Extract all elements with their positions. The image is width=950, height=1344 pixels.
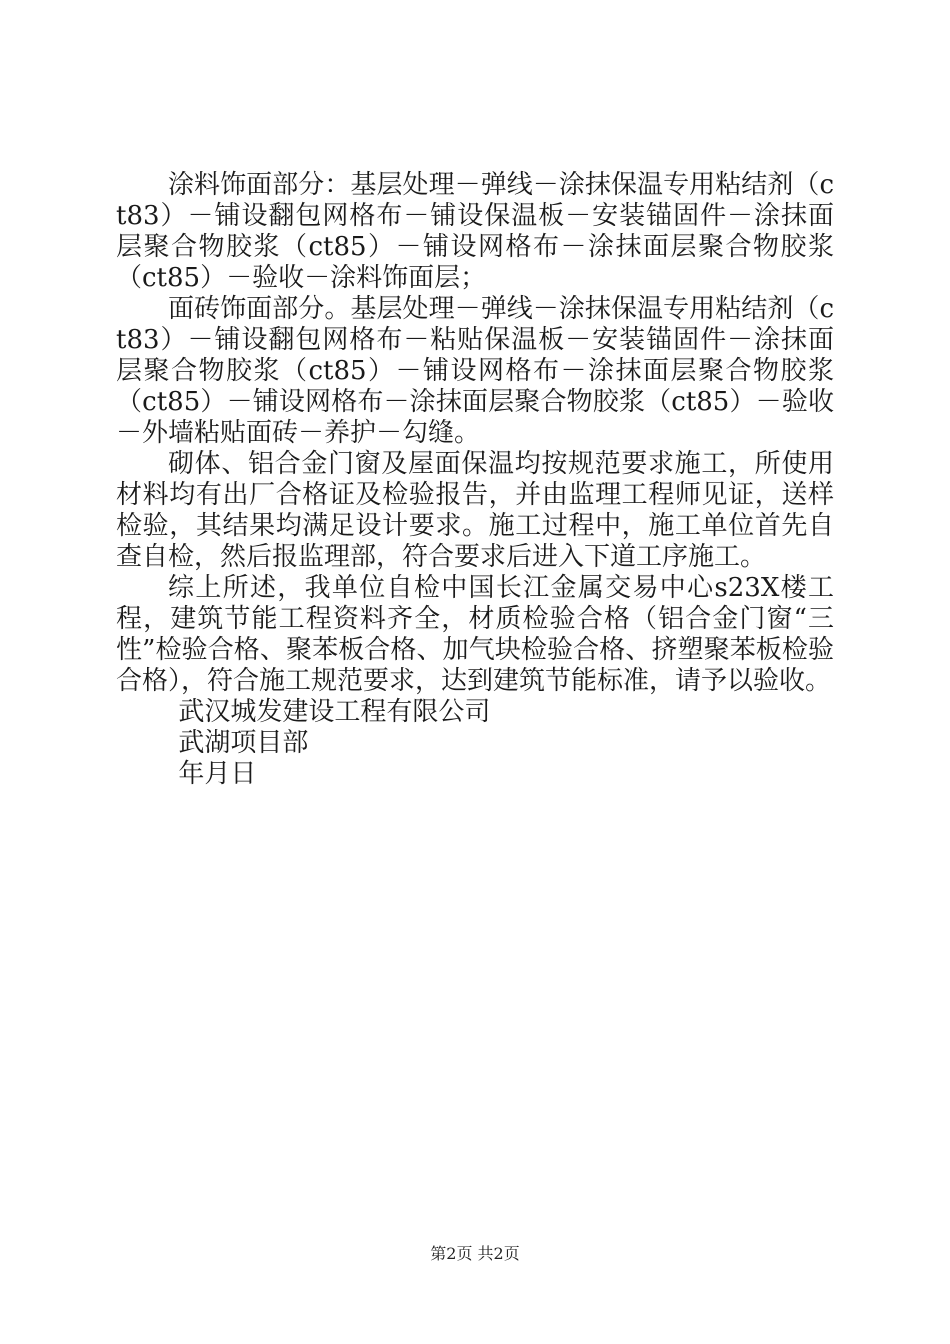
paragraph-masonry-windows: 砌体、铝合金门窗及屋面保温均按规范要求施工，所使用材料均有出厂合格证及检验报告，并由监理工程师见证，送样检验，其结果均满足设计要求。施工过程中，施工单位首先自查自检，然后报监理部，符合要求后进入下道工序施工。 xyxy=(116,449,834,572)
signature-company: 武汉城发建设工程有限公司 xyxy=(178,697,491,727)
paragraph-coating-finish: 涂料饰面部分：基层处理－弹线－涂抹保温专用粘结剂（ct83）－铺设翻包网格布－铺设保温板－安装锚固件－涂抹面层聚合物胶浆（ct85）－铺设网格布－涂抹面层聚合物胶浆（ct85）－验收－涂料饰面层； xyxy=(116,170,834,293)
paragraph-tile-finish: 面砖饰面部分。基层处理－弹线－涂抹保温专用粘结剂（ct83）－铺设翻包网格布－粘贴保温板－安装锚固件－涂抹面层聚合物胶浆（ct85）－铺设网格布－涂抹面层聚合物胶浆（ct85）－铺设网格布－涂抹面层聚合物胶浆（ct85）－验收－外墙粘贴面砖－养护－勾缝。 xyxy=(116,294,834,448)
paragraph-conclusion: 综上所述，我单位自检中国长江金属交易中心s23X楼工程，建筑节能工程资料齐全，材质检验合格（铝合金门窗“三性”检验合格、聚苯板合格、加气块检验合格、挤塑聚苯板检验合格），符合施工规范要求，达到建筑节能标准，请予以验收。 xyxy=(116,573,834,696)
signature-date: 年月日 xyxy=(178,759,257,789)
signature-department: 武湖项目部 xyxy=(178,728,309,758)
document-body xyxy=(116,170,834,790)
page-number: 第2页 共2页 xyxy=(430,1244,520,1263)
page-footer xyxy=(0,1244,950,1264)
